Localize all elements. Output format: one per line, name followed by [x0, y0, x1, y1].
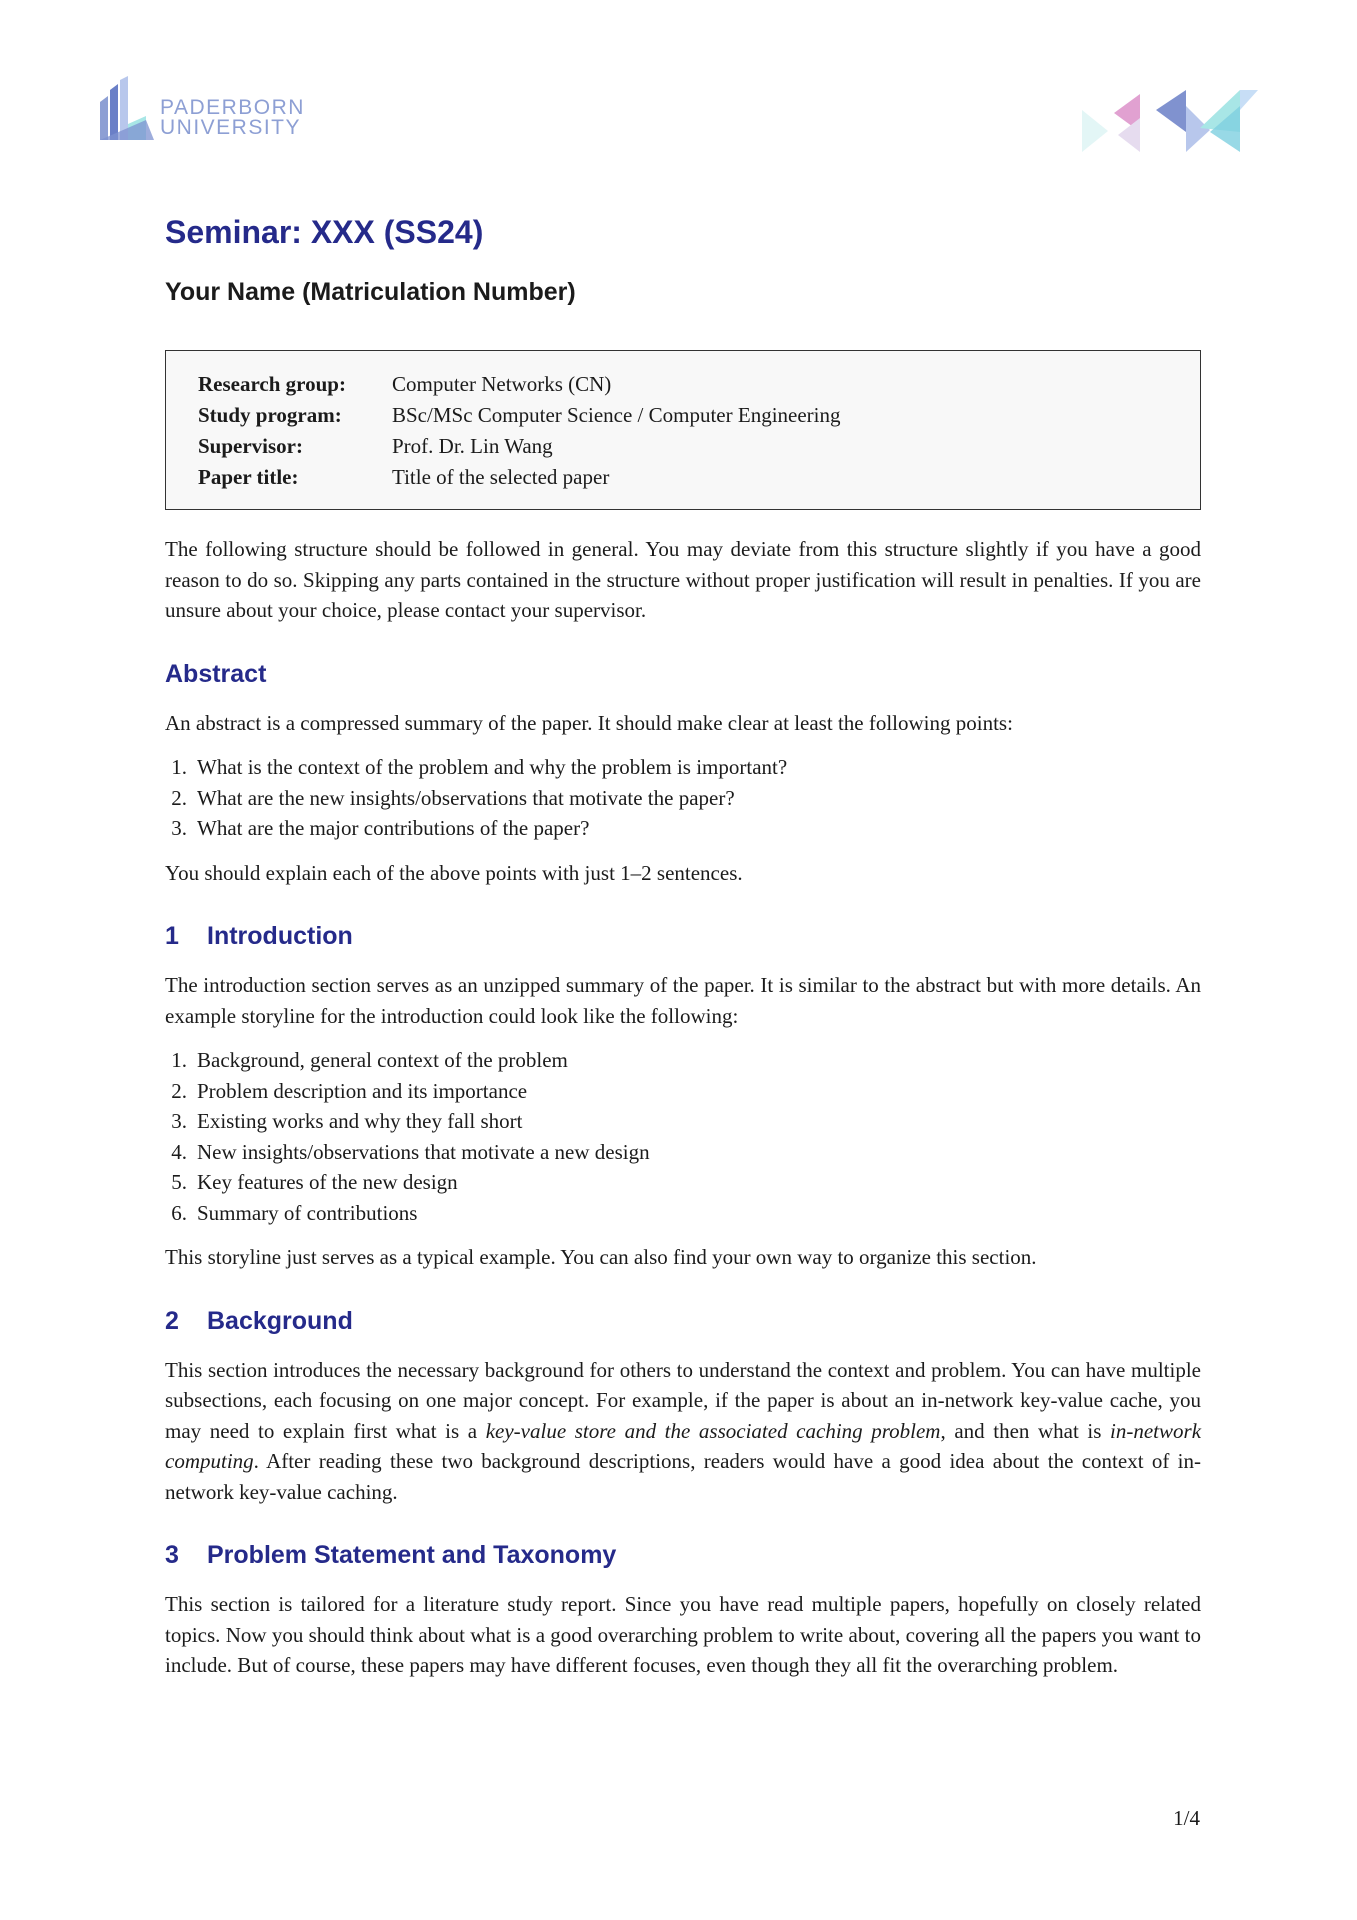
- info-key: Study program:: [198, 403, 342, 427]
- problem-paragraph: This section is tailored for a literature study report. Since you have read multiple papers, hopefully on closely related topics. Now you should think about what is a good overarching problem to write about, covering all the papers you want to include. But of course, these papers may have different focuses, even though they all fit the overarching problem.: [165, 1592, 1201, 1677]
- author-line: Your Name (Matriculation Number): [165, 278, 576, 306]
- university-logo: [98, 76, 328, 142]
- section-number: 3: [165, 1541, 179, 1569]
- info-value: BSc/MSc Computer Science / Computer Engineering: [392, 403, 841, 427]
- logo-line-1: PADERBORN: [160, 96, 305, 119]
- background-text-1: This section introduces the necessary background for others to understand the context and problem. You can have multiple subsections, each focusing on one major concept. For example, if the paper is about an in-network key-value cache, you may need to explain first what is a: [165, 1357, 1201, 1443]
- document-title: Seminar: XXX (SS24): [165, 214, 484, 250]
- university-logo-mark: [98, 76, 158, 142]
- list-item-text: Background, general context of the problem: [197, 1048, 568, 1072]
- section-number: 1: [165, 922, 179, 950]
- page-number: 1/4: [1173, 1806, 1200, 1830]
- abstract-lead: An abstract is a compressed summary of the paper. It should make clear at least the following points:: [165, 710, 1013, 735]
- background-emphasis-2: in-network computing: [165, 1418, 1202, 1473]
- list-item-text: Existing works and why they fall short: [197, 1109, 523, 1133]
- list-item: 6. Summary of contributions: [165, 1198, 1201, 1229]
- background-heading: [165, 1303, 1201, 1339]
- list-item: 2. What are the new insights/observations that motivate the paper?: [165, 783, 1201, 814]
- problem-heading: [165, 1537, 1201, 1573]
- info-key: Paper title:: [198, 465, 299, 489]
- background-paragraph: [165, 1355, 1201, 1508]
- problem-heading-text: Problem Statement and Taxonomy: [207, 1541, 617, 1569]
- info-key: Research group:: [198, 372, 346, 396]
- introduction-lead: The introduction section serves as an unzipped summary of the paper. It is similar to the abstract but with more details. An example storyline for the introduction could look like the following:: [165, 973, 1201, 1028]
- introduction-heading: [165, 918, 1201, 954]
- abstract-heading: [165, 656, 1201, 692]
- list-item-text: Summary of contributions: [197, 1200, 418, 1225]
- list-item-text: Problem description and its importance: [197, 1078, 528, 1103]
- abstract-heading-text: Abstract: [165, 659, 267, 688]
- list-item-text: What are the new insights/observations that motivate the paper?: [197, 785, 735, 810]
- background-heading-text: Background: [207, 1306, 353, 1335]
- logo-line-2: UNIVERSITY: [160, 116, 302, 139]
- introduction-closing: This storyline just serves as a typical example. You can also find your own way to organize this section.: [165, 1245, 1037, 1269]
- list-item: 2. Problem description and its importance: [165, 1076, 1201, 1107]
- info-row-research-group: [198, 369, 1168, 400]
- info-row-study-program: [198, 400, 1168, 431]
- list-item: 4. New insights/observations that motivate a new design: [165, 1137, 1201, 1168]
- introduction-list: [165, 1045, 1201, 1228]
- info-row-paper-title: [198, 462, 1168, 493]
- intro-paragraph: The following structure should be followed in general. You may deviate from this structure slightly if you have a good reason to do so. Skipping any parts contained in the structure without proper justification will result in penalties. If you are unsure about your choice, please contact your supervisor.: [165, 537, 1201, 622]
- abstract-list: [165, 752, 1201, 844]
- info-value: Title of the selected paper: [392, 465, 610, 489]
- info-box: [165, 350, 1201, 510]
- list-item: 1. Background, general context of the problem: [165, 1045, 1201, 1076]
- info-value: Prof. Dr. Lin Wang: [392, 434, 553, 458]
- background-text-3: . After reading these two background descriptions, readers would have a good idea about the context of in-network key-value caching.: [165, 1449, 1201, 1504]
- list-item: 5. Key features of the new design: [165, 1167, 1201, 1198]
- list-item: 3. What are the major contributions of the paper?: [165, 813, 1201, 844]
- list-item-text: What are the major contributions of the paper?: [197, 816, 590, 840]
- background-emphasis-1: key-value store and the associated caching problem: [485, 1418, 941, 1443]
- info-value: Computer Networks (CN): [392, 372, 612, 396]
- document-body: [165, 210, 1201, 1681]
- university-logo-text: [160, 98, 305, 138]
- list-item-text: What is the context of the problem and why the problem is important?: [197, 755, 788, 779]
- introduction-heading-text: Introduction: [207, 922, 353, 950]
- info-key: Supervisor:: [198, 434, 303, 458]
- info-row-supervisor: [198, 431, 1168, 462]
- list-item: 3. Existing works and why they fall short: [165, 1106, 1201, 1137]
- background-text-2: , and then what is: [940, 1418, 1111, 1443]
- list-item-text: Key features of the new design: [197, 1170, 458, 1194]
- list-item-text: New insights/observations that motivate a new design: [197, 1139, 650, 1164]
- list-item: 1. What is the context of the problem and why the problem is important?: [165, 752, 1201, 783]
- header-decoration: [1082, 88, 1282, 158]
- abstract-closing: You should explain each of the above points with just 1–2 sentences.: [165, 860, 743, 885]
- section-number: 2: [165, 1306, 179, 1335]
